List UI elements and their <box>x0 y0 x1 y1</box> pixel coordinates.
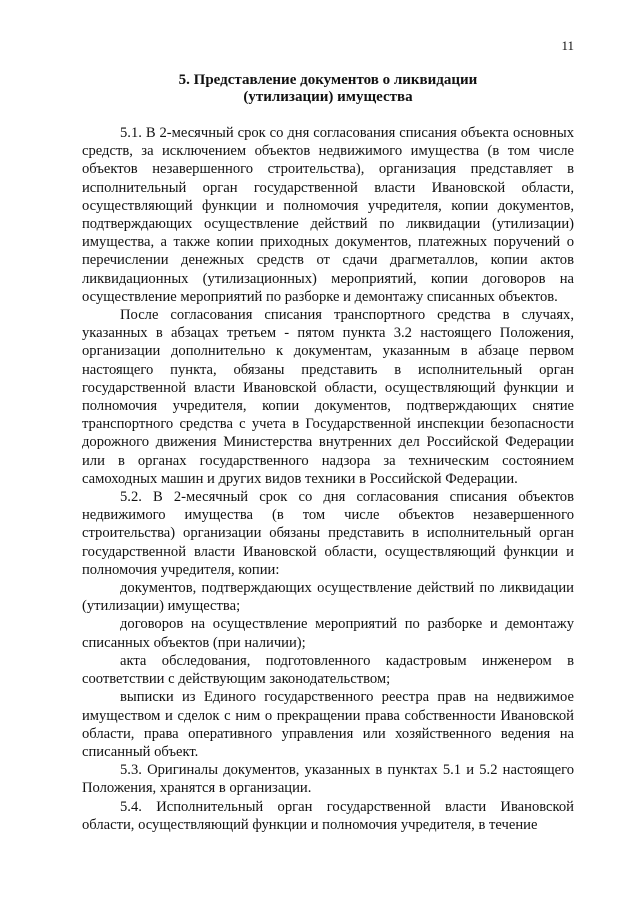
paragraph-5-2: 5.2. В 2-месячный срок со дня согласования списания объектов недвижимого имущества (в том числе объектов незавершенного строительства) организации обязаны представить в исполнительный орган государственной власти Ивановской области, осуществляющий функции и полномочия учредителя, копии: <box>82 489 574 578</box>
list-item-registry-extract: выписки из Единого государственного реестра прав на недвижимое имуществом и сделок с ним о прекращении права собственности Ивановской области, права оперативного управления или хозяйственного ведения на списанный объект. <box>82 689 574 760</box>
list-item-liquidation-documents: документов, подтверждающих осуществление действий по ликвидации (утилизации) имущества; <box>82 580 574 615</box>
document-body <box>82 124 574 834</box>
paragraph-5-3: 5.3. Оригиналы документов, указанных в пунктах 5.1 и 5.2 настоящего Положения, хранятся в организации. <box>82 762 574 797</box>
page-number: 11 <box>561 38 574 53</box>
list-item-dismantling-contracts: договоров на осуществление мероприятий по разборке и демонтажу списанных объектов (при наличии); <box>82 616 574 651</box>
list-item-survey-act: акта обследования, подготовленного кадастровым инженером в соответствии с действующим законодательством; <box>82 652 574 688</box>
paragraph-5-1: 5.1. В 2-месячный срок со дня согласования списания объекта основных средств, за исключением объектов недвижимого имущества (в том числе объектов незавершенного строительства), организация представляет в исполнительный орган государственной власти Ивановской области, осуществляющий функции и полномочия учредителя, копии документов, подтверждающих осуществление действий по ликвидации (утилизации) имущества, а также копии приходных документов, платежных поручений о перечислении денежных средств от сдачи драгметаллов, копии актов ликвидационных (утилизационных) мероприятий, копии договоров на осуществление мероприятий по разборке и демонтажу списанных объектов. <box>82 125 574 305</box>
paragraph-5-4: 5.4. Исполнительный орган государственной власти Ивановской области, осуществляющий функции и полномочия учредителя, в течение <box>82 798 574 833</box>
paragraph-transport-vehicle: После согласования списания транспортного средства в случаях, указанных в абзацах третьем - пятом пункта 3.2 настоящего Положения, организации дополнительно к документам, указанным в абзаце первом настоящего пункта, обязаны представить в исполнительный орган государственной власти Ивановской области, осуществляющий функции и полномочия учредителя, копии документов, подтверждающих снятие транспортного средства с учета в Государственной инспекции безопасности дорожного движения Министерства внутренних дел Российской Федерации или в органах государственного надзора за техническим состоянием самоходных машин и других видов техники в Российской Федерации. <box>82 307 574 487</box>
section-heading <box>82 72 574 106</box>
section-heading-line-2: (утилизации) имущества <box>243 89 413 105</box>
section-heading-line-1: 5. Представление документов о ликвидации <box>178 72 478 88</box>
